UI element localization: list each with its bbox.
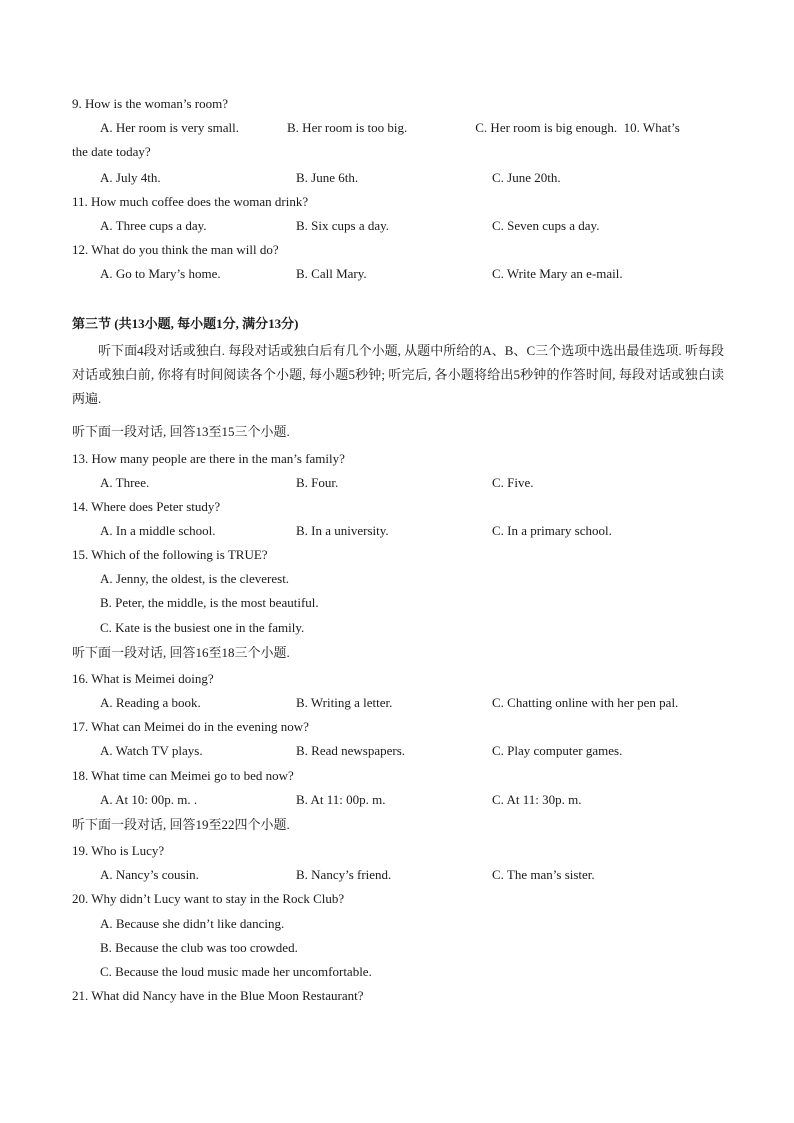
- q9-option-b[interactable]: B. Her room is too big.: [287, 120, 408, 135]
- question-18-stem: 18. What time can Meimei go to bed now?: [72, 768, 294, 783]
- q10-option-c[interactable]: C. June 20th.: [492, 170, 561, 185]
- section-3-instructions-text: 听下面4段对话或独白. 每段对话或独白后有几个小题, 从题中所给的A、B、C三个选项中选出最佳选项. 听每段对话或独白前, 你将有时间阅读各个小题, 每小题5秒钟; 听完后, 各小题将给出5秒钟的作答时间, 每段对话或独白读两遍.: [72, 343, 724, 406]
- question-14-stem: 14. Where does Peter study?: [72, 499, 221, 514]
- q9-option-a[interactable]: A. Her room is very small.: [100, 120, 240, 135]
- q16-option-c[interactable]: C. Chatting online with her pen pal.: [492, 695, 679, 710]
- question-19-stem: 19. Who is Lucy?: [72, 843, 165, 858]
- question-11-stem: 11. How much coffee does the woman drink?: [72, 194, 309, 209]
- q19-option-c[interactable]: C. The man’s sister.: [492, 867, 595, 882]
- q9-option-c[interactable]: C. Her room is big enough.: [475, 120, 618, 135]
- question-10-stem-part1: 10. What’s: [623, 120, 680, 135]
- q19-option-a[interactable]: A. Nancy’s cousin.: [100, 867, 199, 882]
- q20-option-a[interactable]: A. Because she didn’t like dancing.: [100, 916, 285, 931]
- q11-option-b[interactable]: B. Six cups a day.: [296, 218, 390, 233]
- question-13-stem: 13. How many people are there in the man’s family?: [72, 451, 345, 466]
- q14-option-b[interactable]: B. In a university.: [296, 523, 389, 538]
- q13-option-b[interactable]: B. Four.: [296, 475, 339, 490]
- q12-option-b[interactable]: B. Call Mary.: [296, 266, 367, 281]
- q11-option-c[interactable]: C. Seven cups a day.: [492, 218, 600, 233]
- dialog-1-instruction: 听下面一段对话, 回答13至15三个小题.: [72, 424, 290, 439]
- q18-option-b[interactable]: B. At 11: 00p. m.: [296, 792, 386, 807]
- q17-option-b[interactable]: B. Read newspapers.: [296, 743, 406, 758]
- question-21-stem: 21. What did Nancy have in the Blue Moon Restaurant?: [72, 988, 364, 1003]
- dialog-2-instruction: 听下面一段对话, 回答16至18三个小题.: [72, 645, 290, 660]
- q18-option-c[interactable]: C. At 11: 30p. m.: [492, 792, 582, 807]
- question-15-stem: 15. Which of the following is TRUE?: [72, 547, 268, 562]
- question-9-stem: 9. How is the woman’s room?: [72, 96, 228, 111]
- q15-option-c[interactable]: C. Kate is the busiest one in the family.: [100, 620, 305, 635]
- q17-option-a[interactable]: A. Watch TV plays.: [100, 743, 203, 758]
- q11-option-a[interactable]: A. Three cups a day.: [100, 218, 207, 233]
- q10-option-b[interactable]: B. June 6th.: [296, 170, 359, 185]
- q20-option-b[interactable]: B. Because the club was too crowded.: [100, 940, 298, 955]
- q13-option-a[interactable]: A. Three.: [100, 475, 150, 490]
- q15-option-b[interactable]: B. Peter, the middle, is the most beautiful.: [100, 595, 319, 610]
- q10-option-a[interactable]: A. July 4th.: [100, 170, 161, 185]
- question-9-10-block: [72, 116, 724, 164]
- question-17-stem: 17. What can Meimei do in the evening now?: [72, 719, 309, 734]
- q20-option-c[interactable]: C. Because the loud music made her uncomfortable.: [100, 964, 372, 979]
- q12-option-c[interactable]: C. Write Mary an e-mail.: [492, 266, 623, 281]
- section-3-instructions: [72, 339, 724, 411]
- q18-option-a[interactable]: A. At 10: 00p. m. .: [100, 792, 198, 807]
- q14-option-a[interactable]: A. In a middle school.: [100, 523, 216, 538]
- q14-option-c[interactable]: C. In a primary school.: [492, 523, 612, 538]
- q12-option-a[interactable]: A. Go to Mary’s home.: [100, 266, 221, 281]
- section-3-heading: 第三节 (共13小题, 每小题1分, 满分13分): [72, 316, 299, 331]
- question-16-stem: 16. What is Meimei doing?: [72, 671, 214, 686]
- q16-option-a[interactable]: A. Reading a book.: [100, 695, 201, 710]
- question-10-stem-part2: the date today?: [72, 144, 151, 159]
- q17-option-c[interactable]: C. Play computer games.: [492, 743, 623, 758]
- q15-option-a[interactable]: A. Jenny, the oldest, is the cleverest.: [100, 571, 290, 586]
- question-12-stem: 12. What do you think the man will do?: [72, 242, 279, 257]
- q16-option-b[interactable]: B. Writing a letter.: [296, 695, 393, 710]
- question-20-stem: 20. Why didn’t Lucy want to stay in the Rock Club?: [72, 891, 345, 906]
- q19-option-b[interactable]: B. Nancy’s friend.: [296, 867, 392, 882]
- dialog-3-instruction: 听下面一段对话, 回答19至22四个小题.: [72, 817, 290, 832]
- q13-option-c[interactable]: C. Five.: [492, 475, 534, 490]
